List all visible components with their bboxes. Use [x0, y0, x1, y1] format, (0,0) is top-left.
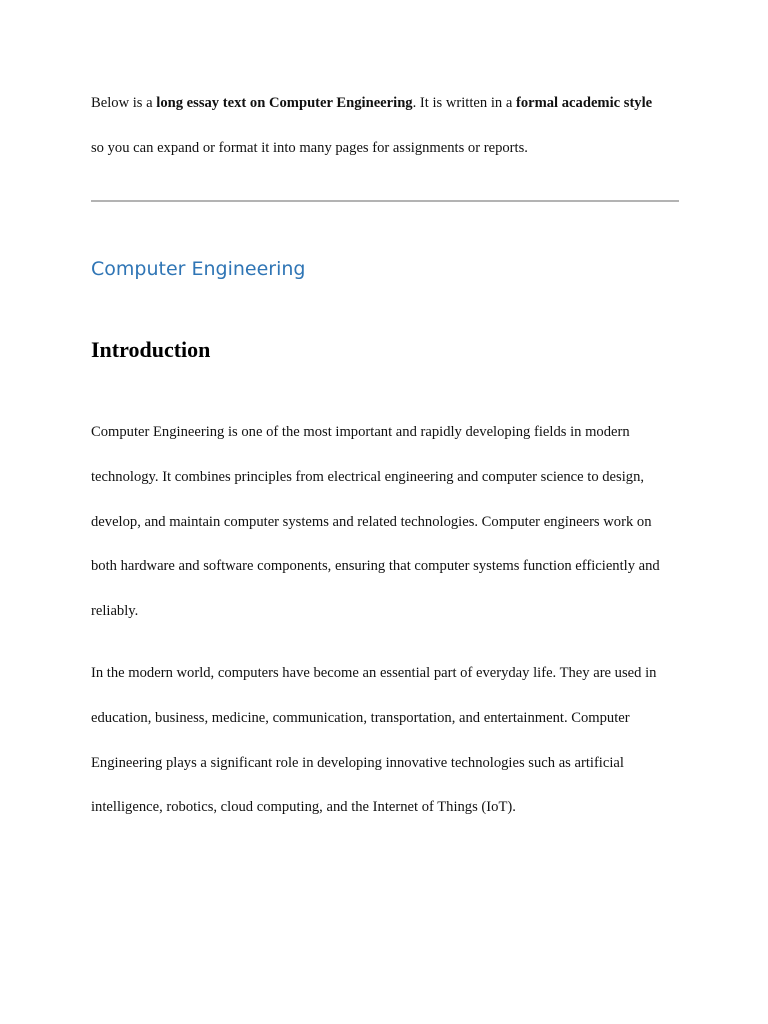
intro-bold-1: long essay text on Computer Engineering	[156, 95, 413, 111]
document-title: Computer Engineering	[91, 258, 306, 280]
horizontal-divider	[91, 200, 679, 202]
intro-text-2: . It is written in a	[412, 95, 516, 111]
paragraph-line: both hardware and software components, ensuring that computer systems function efficiently and	[91, 558, 660, 575]
intro-text-1: Below is a	[91, 95, 157, 111]
paragraph-line: reliably.	[91, 603, 139, 620]
section-heading-introduction: Introduction	[91, 337, 211, 362]
intro-paragraph	[91, 93, 683, 183]
intro-line-2: so you can expand or format it into many pages for assignments or reports.	[91, 139, 528, 156]
body-paragraph-1	[91, 422, 683, 646]
paragraph-line: technology. It combines principles from electrical engineering and computer science to design,	[91, 468, 645, 485]
body-paragraph-2	[91, 663, 683, 842]
paragraph-line: develop, and maintain computer systems and related technologies. Computer engineers work on	[91, 513, 652, 530]
paragraph-line: Computer Engineering is one of the most important and rapidly developing fields in modern	[91, 424, 630, 440]
paragraph-line: Engineering plays a significant role in developing innovative technologies such as artificial	[91, 754, 624, 771]
paragraph-line: education, business, medicine, communication, transportation, and entertainment. Computer	[91, 709, 630, 726]
intro-bold-2: formal academic style	[515, 95, 653, 111]
paragraph-line: In the modern world, computers have become an essential part of everyday life. They are used in	[91, 665, 657, 681]
intro-line-1	[91, 93, 683, 138]
paragraph-line: intelligence, robotics, cloud computing, and the Internet of Things (IoT).	[91, 799, 516, 816]
